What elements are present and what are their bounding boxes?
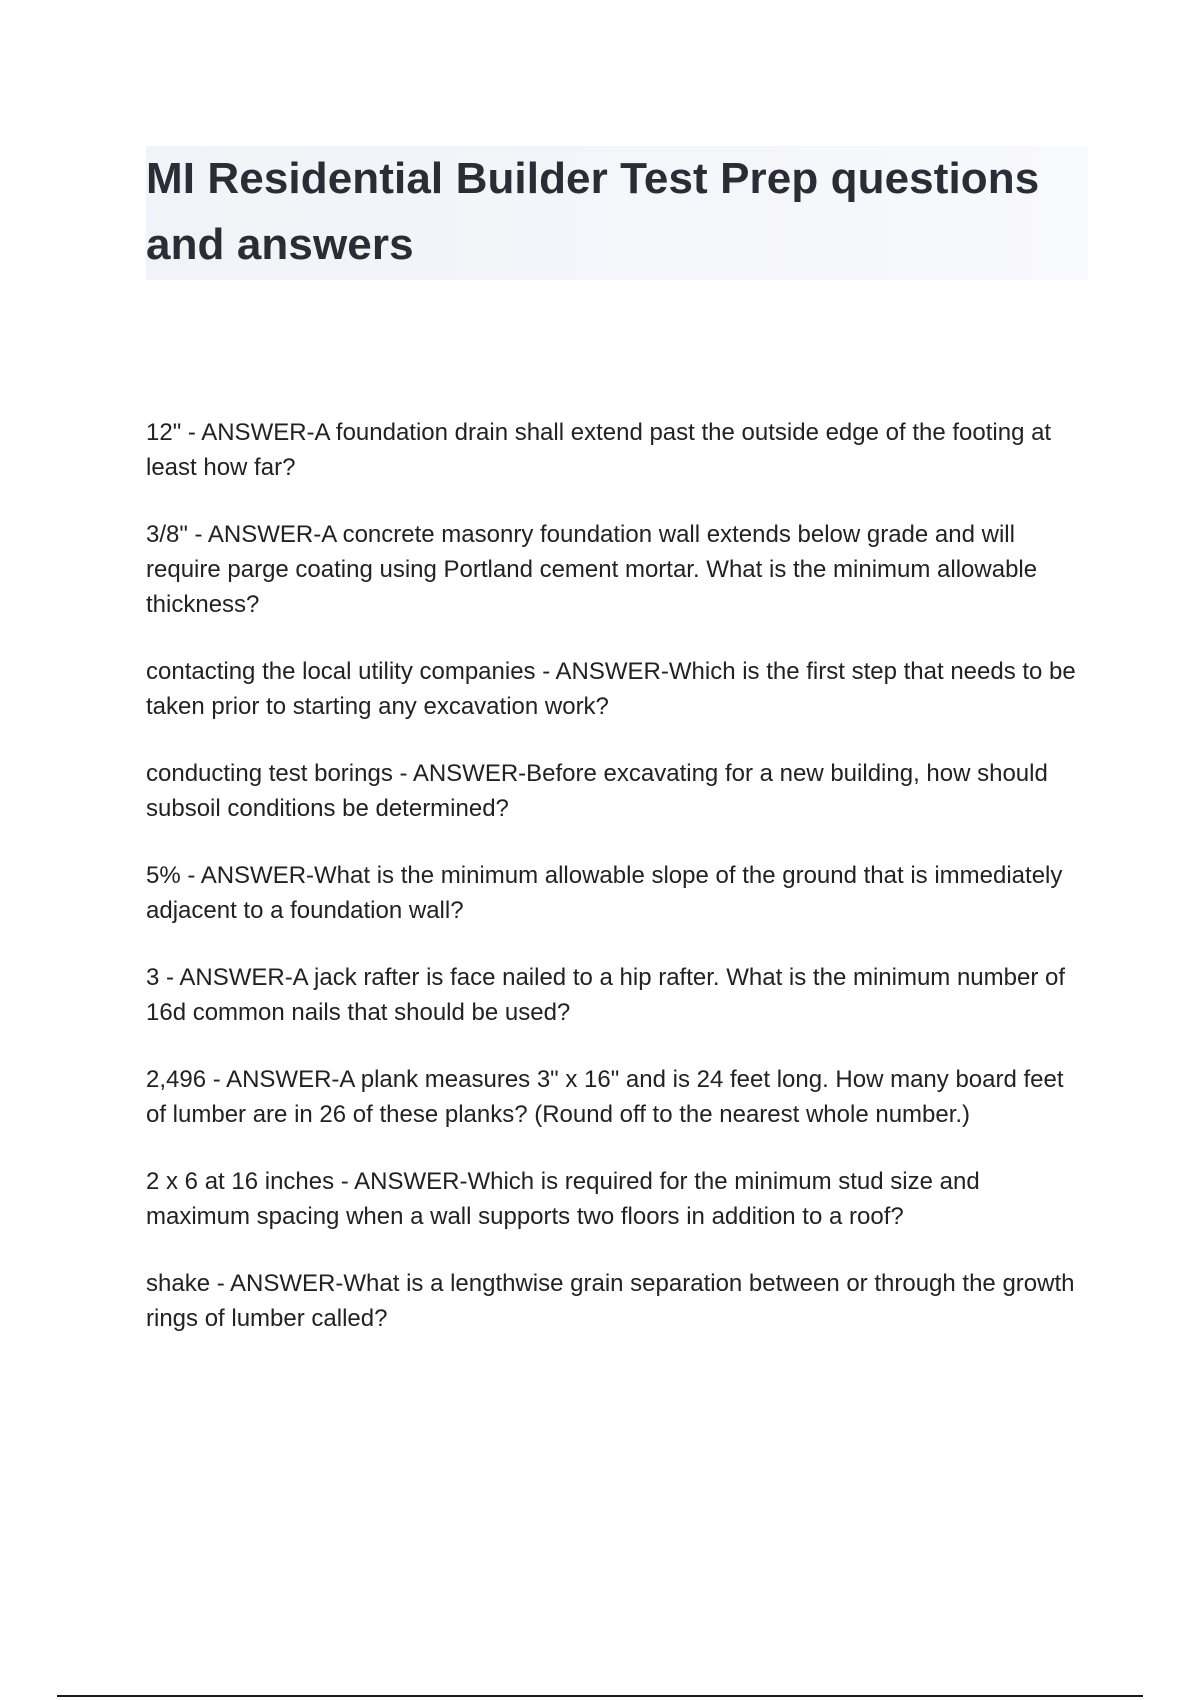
page-bottom-divider (57, 1695, 1143, 1697)
list-item: 2 x 6 at 16 inches - ANSWER-Which is required for the minimum stud size and maximum spacing when a wall supports two floors in addition to a roof? (146, 1168, 980, 1230)
list-item: conducting test borings - ANSWER-Before excavating for a new building, how should subsoil conditions be determined? (146, 760, 1048, 822)
list-item: 3 - ANSWER-A jack rafter is face nailed to a hip rafter. What is the minimum number of 16d common nails that should be used? (146, 964, 1066, 1026)
list-item: contacting the local utility companies - ANSWER-Which is the first step that needs to be taken prior to starting any excavation work? (146, 658, 1076, 720)
list-item: 2,496 - ANSWER-A plank measures 3" x 16" and is 24 feet long. How many board feet of lumber are in 26 of these planks? (Round off to the nearest whole number.) (146, 1066, 1064, 1128)
page-title: MI Residential Builder Test Prep questions and answers (146, 154, 1040, 269)
title-banner (146, 146, 1088, 280)
qa-list (146, 415, 1088, 1368)
list-item: 3/8" - ANSWER-A concrete masonry foundation wall extends below grade and will require parge coating using Portland cement mortar. What is the minimum allowable thickness? (146, 521, 1038, 618)
list-item: shake - ANSWER-What is a lengthwise grain separation between or through the growth rings of lumber called? (146, 1270, 1075, 1332)
list-item: 12" - ANSWER-A foundation drain shall extend past the outside edge of the footing at least how far? (146, 419, 1052, 481)
list-item: 5% - ANSWER-What is the minimum allowable slope of the ground that is immediately adjacent to a foundation wall? (146, 862, 1063, 924)
